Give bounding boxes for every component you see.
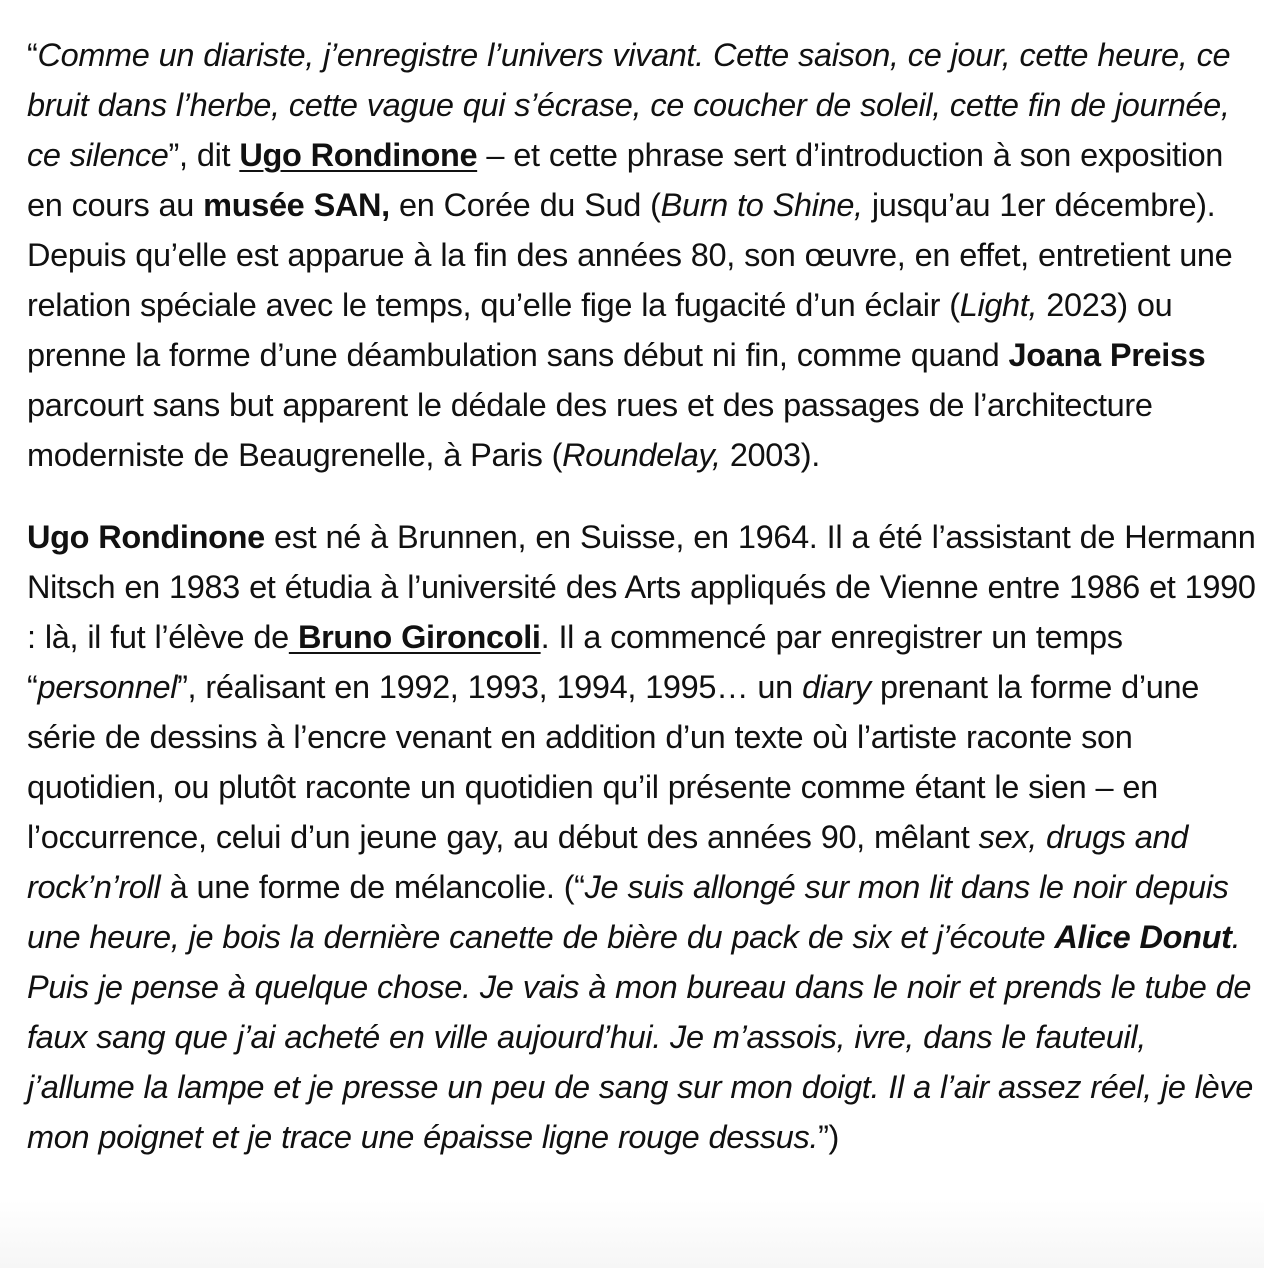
artist-quote: Comme un diariste, j’enregistre l’univers vivant. Cette saison, ce jour, cette heure, ce bruit dans l’herbe, cette vague qui s’écrase, ce coucher de soleil, cette fin de journée, ce silence [27,37,1231,173]
band-name: Alice Donut [1054,919,1232,955]
paragraph-biography [27,512,1259,1162]
bio-text-4: prenant la forme d’une série de dessins à l’encre venant en addition d’un texte où l’artiste raconte son quotidien, ou plutôt raconte un quotidien qu’il présente comme étant le sien – en l’occurrence, celui d’un jeune gay, au début des années 90, mêlant [27,669,1199,855]
artist-link[interactable]: Ugo Rondinone [239,137,478,173]
person-name: Joana Preiss [1008,337,1206,373]
teacher-link[interactable]: Bruno Gironcoli [288,619,541,655]
diary-quote-part-1: Je suis allongé sur mon lit dans le noir depuis une heure, je bois la dernière canette de bière du pack de six et j’écoute [27,869,1229,955]
bio-text-1: est né à Brunnen, en Suisse, en 1964. Il a été l’assistant de Hermann Nitsch en 1983 et étudia à l’université des Arts appliqués de Vienne entre 1986 et 1990 : là, il fut l’élève de [27,519,1256,655]
quote-closing: ”) [818,1119,840,1155]
museum-name: musée SAN, [203,187,390,223]
intro-text-2: en Corée du Sud ( [389,187,661,223]
bio-text-2: . Il a commencé par enregistrer un temps “ [27,619,1123,705]
paragraph-intro [27,30,1259,480]
intro-text-6: 2003). [720,437,820,473]
bio-text-3: ”, réalisant en 1992, 1993, 1994, 1995… un [177,669,803,705]
intro-text-3: jusqu’au 1er décembre). Depuis qu’elle est apparue à la fin des années 80, son œuvre, en effet, entretient une relation spéciale avec le temps, qu’elle fige la fugacité d’un éclair ( [27,187,1233,323]
artist-name: Ugo Rondinone [27,519,265,555]
intro-text-4: 2023) ou prenne la forme d’une déambulation sans début ni fin, comme quand [27,287,1173,373]
diary-quote-part-2: . Puis je pense à quelque chose. Je vais à mon bureau dans le noir et prends le tube de faux sang que j’ai acheté en ville aujourd’hui. Je m’assois, ivre, dans le fauteuil, j’allume la lampe et je presse un peu de sang sur mon doigt. Il a l’air assez réel, je lève mon poignet et je trace une épaisse ligne rouge dessus. [27,919,1253,1155]
intro-text-5: parcourt sans but apparent le dédale des rues et des passages de l’architecture moderniste de Beaugrenelle, à Paris ( [27,387,1153,473]
work-title-light: Light, [959,287,1038,323]
exhibition-title: Burn to Shine, [660,187,863,223]
diary-word: diary [802,669,871,705]
intro-text-1: – et cette phrase sert d’introduction à son exposition en cours au [27,137,1224,223]
work-title-roundelay: Roundelay, [562,437,721,473]
sex-drugs-phrase: sex, drugs and rock’n’roll [27,819,1188,905]
personnel-word: personnel [37,669,178,705]
quote-attribution: ”, dit [168,137,240,173]
bio-text-5: à une forme de mélancolie. (“ [160,869,585,905]
article-body [27,30,1259,1162]
quote-open-mark: “ [27,37,38,73]
